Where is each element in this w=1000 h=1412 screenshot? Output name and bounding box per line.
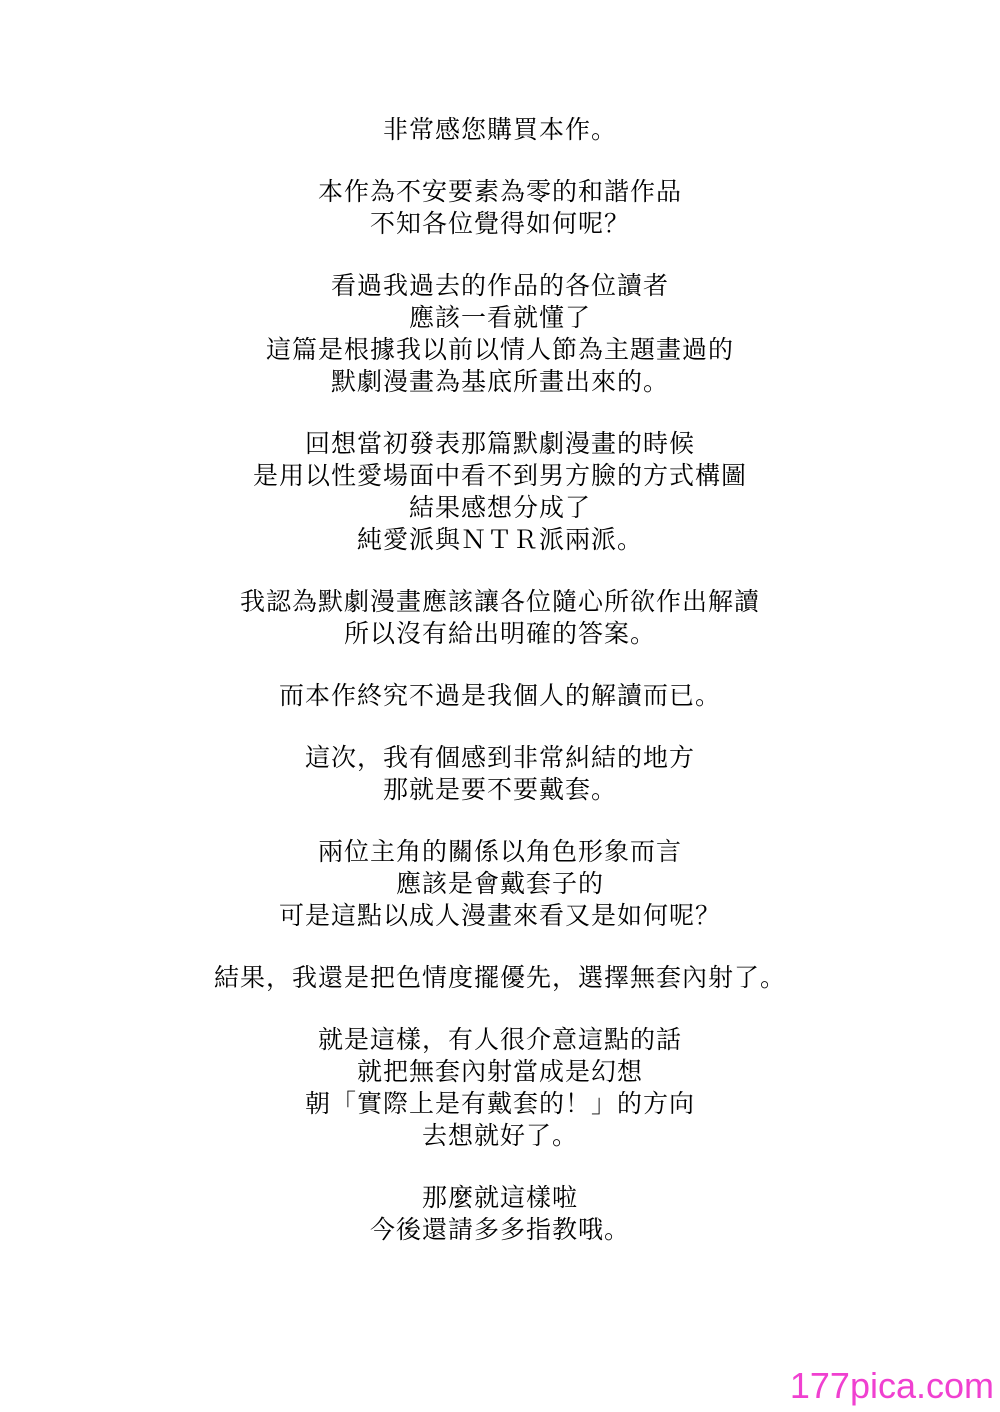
text-line: 今後還請多多指教哦。 — [369, 1215, 630, 1244]
afterword-text — [0, 114, 1000, 1276]
text-line: 應該一看就懂了 — [408, 303, 591, 332]
paragraph-8 — [0, 836, 1000, 932]
text-line: 這篇是根據我以前以情人節為主題畫過的 — [265, 335, 734, 364]
watermark-text: 177pica.com — [789, 1365, 994, 1406]
paragraph-9 — [0, 962, 1000, 994]
text-line: 非常感您購買本作。 — [382, 115, 617, 144]
text-line: 看過我過去的作品的各位讀者 — [330, 271, 669, 300]
paragraph-6 — [0, 680, 1000, 712]
text-line: 我認為默劇漫畫應該讓各位隨心所欲作出解讀 — [239, 587, 760, 616]
text-line: 就是這樣，有人很介意這點的話 — [317, 1025, 682, 1054]
text-line: 本作為不安要素為零的和諧作品 — [317, 177, 682, 206]
paragraph-10 — [0, 1024, 1000, 1152]
text-line: 這次，我有個感到非常糾結的地方 — [304, 743, 695, 772]
paragraph-4 — [0, 428, 1000, 556]
text-line: 那麼就這樣啦 — [421, 1183, 578, 1212]
text-line: 不知各位覺得如何呢？ — [369, 209, 630, 238]
text-line: 那就是要不要戴套。 — [382, 775, 617, 804]
text-line: 默劇漫畫為基底所畫出來的。 — [330, 367, 669, 396]
paragraph-2 — [0, 176, 1000, 240]
text-line: 去想就好了。 — [421, 1121, 578, 1150]
text-line: 純愛派與ＮＴＲ派兩派。 — [356, 525, 643, 554]
paragraph-7 — [0, 742, 1000, 806]
text-line: 所以沒有給出明確的答案。 — [343, 619, 656, 648]
text-line: 是用以性愛場面中看不到男方臉的方式構圖 — [252, 461, 747, 490]
paragraph-5 — [0, 586, 1000, 650]
text-line: 回想當初發表那篇默劇漫畫的時候 — [304, 429, 695, 458]
text-line: 兩位主角的關係以角色形象而言 — [317, 837, 682, 866]
text-line: 朝「實際上是有戴套的！」的方向 — [304, 1089, 695, 1118]
text-line: 就把無套內射當成是幻想 — [356, 1057, 643, 1086]
text-line: 結果，我還是把色情度擺優先，選擇無套內射了。 — [213, 963, 786, 992]
text-line: 可是這點以成人漫畫來看又是如何呢？ — [278, 901, 721, 930]
text-line: 應該是會戴套子的 — [395, 869, 604, 898]
paragraph-3 — [0, 270, 1000, 398]
paragraph-1 — [0, 114, 1000, 146]
text-line: 結果感想分成了 — [408, 493, 591, 522]
text-line: 而本作終究不過是我個人的解讀而已。 — [278, 681, 721, 710]
paragraph-11 — [0, 1182, 1000, 1246]
